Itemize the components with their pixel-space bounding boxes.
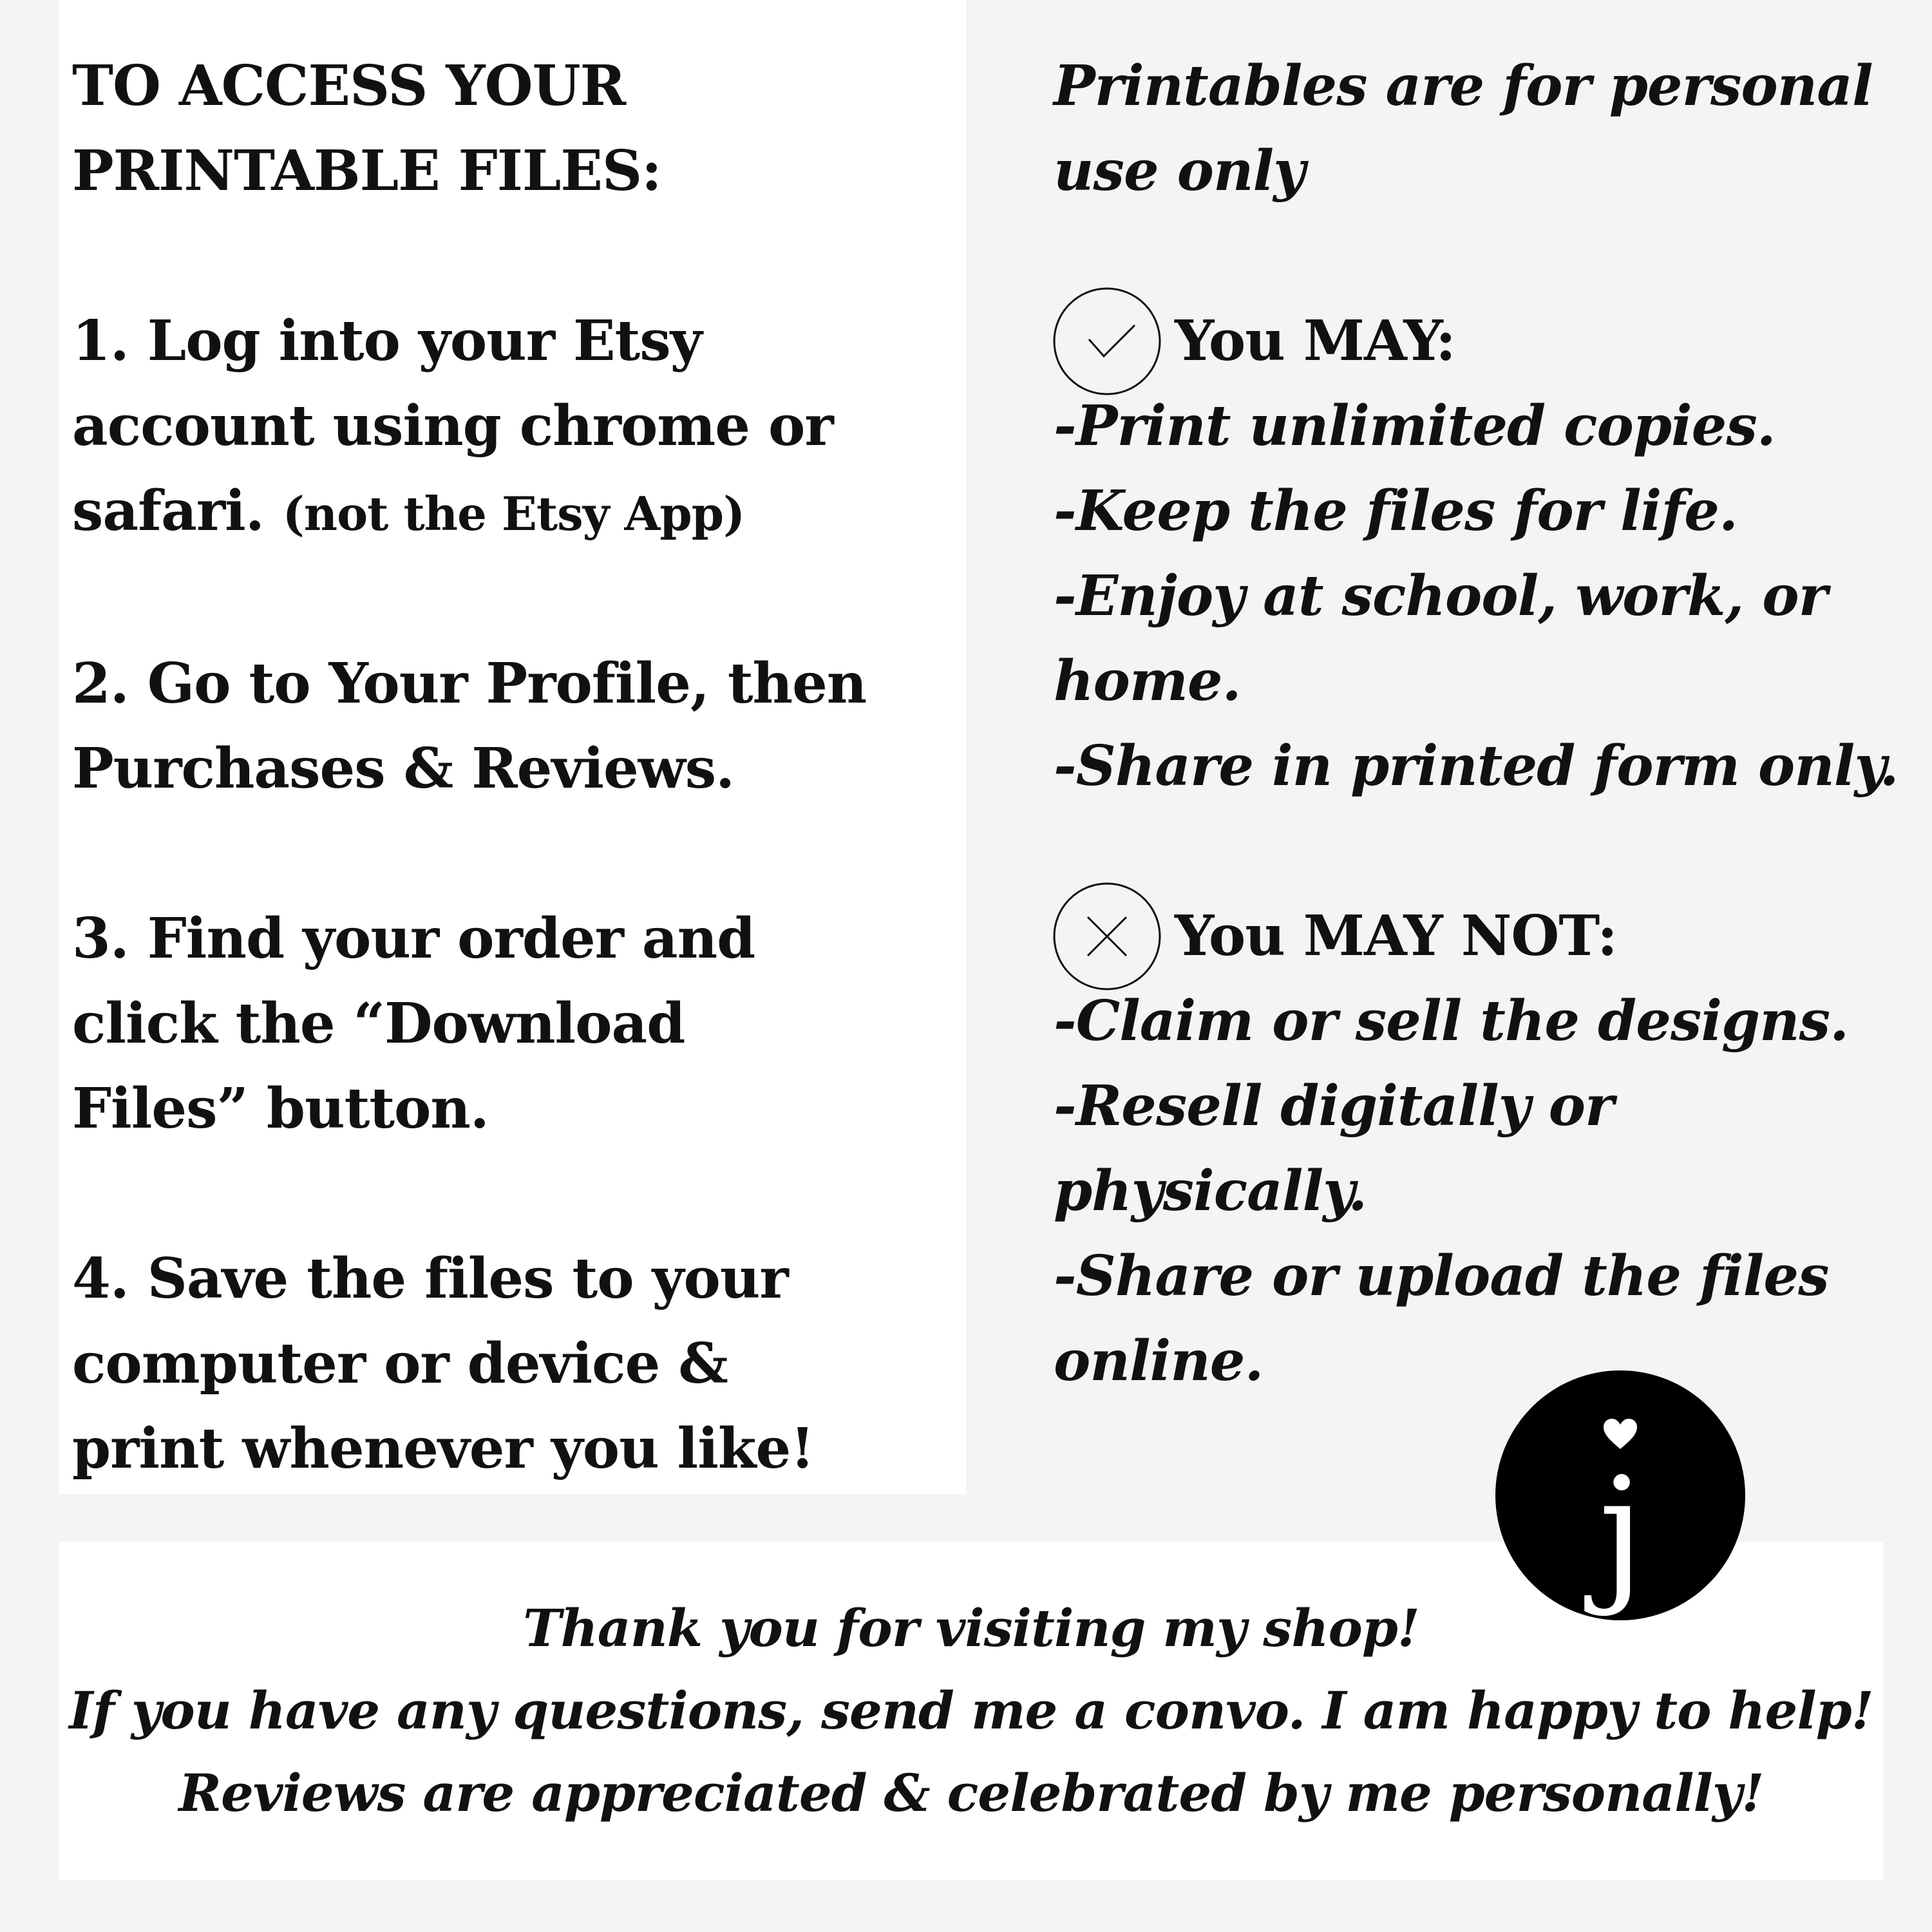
license-intro-line-2: use only <box>1054 138 1305 204</box>
logo-letter: j <box>1598 1446 1645 1618</box>
x-circle-icon <box>1052 882 1162 991</box>
may-not-title: You MAY NOT: <box>1175 904 1617 969</box>
step-2-line-2: Purchases & Reviews. <box>72 736 735 801</box>
may-not-item: -Share or upload the files <box>1054 1244 1829 1309</box>
license-text <box>1054 44 1910 1404</box>
step-4-line-1: 4. Save the files to your <box>72 1246 788 1311</box>
may-item: -Keep the files for life. <box>1054 478 1738 544</box>
step-1-line-2: account using chrome or <box>72 393 833 459</box>
thank-you-line-3: Reviews are appreciated & celebrated by me personally! <box>178 1763 1764 1823</box>
step-2-line-1: 2. Go to Your Profile, then <box>72 651 867 716</box>
may-not-item: -Claim or sell the designs. <box>1054 989 1849 1054</box>
thank-you-line-1: Thank you for visiting my shop! <box>523 1598 1419 1658</box>
may-item: -Share in printed form only. <box>1054 734 1899 799</box>
may-not-item: online. <box>1054 1329 1264 1394</box>
thank-you-line-2: If you have any questions, send me a convo. I am happy to help! <box>69 1680 1873 1741</box>
shop-logo <box>1495 1370 1745 1620</box>
check-circle-icon <box>1052 287 1162 396</box>
may-not-heading <box>1054 894 1910 979</box>
step-3-line-3: Files” button. <box>72 1076 489 1141</box>
step-1-note: (not the Etsy App) <box>282 486 745 541</box>
step-1-line-1: 1. Log into your Etsy <box>72 308 702 374</box>
may-item: home. <box>1054 649 1241 714</box>
may-heading <box>1054 299 1910 384</box>
step-3-line-2: click the “Download <box>72 991 685 1056</box>
step-4-line-3: print whenever you like! <box>72 1416 814 1481</box>
may-title: You MAY: <box>1175 308 1455 374</box>
may-item: -Enjoy at school, work, or <box>1054 564 1827 629</box>
step-1-line-3 <box>72 469 903 556</box>
step-3-line-1: 3. Find your order and <box>72 906 755 971</box>
may-item: -Print unlimited copies. <box>1054 393 1776 459</box>
instructions-heading-line-1: TO ACCESS YOUR <box>72 53 626 118</box>
may-not-item: physically. <box>1054 1159 1367 1224</box>
thank-you-text <box>59 1587 1883 1834</box>
instructions-text <box>72 44 903 1492</box>
instructions-heading-line-2: PRINTABLE FILES: <box>72 138 661 204</box>
license-intro-line-1: Printables are for personal <box>1054 53 1873 118</box>
step-4-line-2: computer or device & <box>72 1331 728 1396</box>
step-1-safari: safari. <box>72 478 264 544</box>
may-not-item: -Resell digitally or <box>1054 1074 1614 1139</box>
